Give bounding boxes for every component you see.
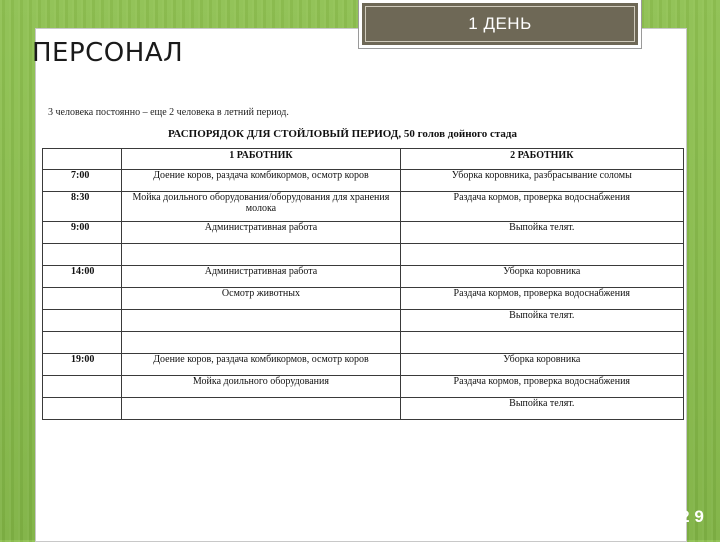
worker-1-task-cell: Доение коров, раздача комбикормов, осмотр коров — [122, 170, 400, 192]
worker-1-task-cell — [122, 310, 400, 332]
column-header-time — [43, 149, 122, 170]
time-cell: 9:00 — [43, 222, 122, 244]
table-row — [43, 222, 684, 244]
worker-2-task-cell: Выпойка телят. — [400, 222, 683, 244]
schedule-title: РАСПОРЯДОК ДЛЯ СТОЙЛОВЫЙ ПЕРИОД, 50 голов дойного стада — [168, 128, 517, 140]
schedule-table — [42, 148, 684, 420]
page-number: 2 9 — [680, 507, 704, 526]
worker-2-task-cell — [400, 244, 683, 266]
worker-1-task-cell: Осмотр животных — [122, 288, 400, 310]
table-row — [43, 332, 684, 354]
table-row — [43, 170, 684, 192]
time-cell: 7:00 — [43, 170, 122, 192]
column-header-worker-1: 1 РАБОТНИК — [122, 149, 400, 170]
worker-2-task-cell — [400, 332, 683, 354]
worker-1-task-cell: Мойка доильного оборудования — [122, 376, 400, 398]
table-header-row — [43, 149, 684, 170]
worker-1-task-cell — [122, 398, 400, 420]
day-label: 1 ДЕНЬ — [468, 14, 532, 33]
staff-note: 3 человека постоянно – еще 2 человека в летний период. — [48, 107, 289, 118]
time-cell: 19:00 — [43, 354, 122, 376]
worker-2-task-cell: Выпойка телят. — [400, 310, 683, 332]
worker-1-task-cell: Мойка доильного оборудования/оборудования для хранения молока — [122, 192, 400, 222]
table-row — [43, 354, 684, 376]
table-row — [43, 244, 684, 266]
time-cell — [43, 398, 122, 420]
time-cell — [43, 376, 122, 398]
time-cell: 8:30 — [43, 192, 122, 222]
table-row — [43, 192, 684, 222]
worker-2-task-cell: Раздача кормов, проверка водоснабжения — [400, 288, 683, 310]
page-title: ПЕРСОНАЛ — [32, 38, 184, 68]
time-cell — [43, 332, 122, 354]
time-cell: 14:00 — [43, 266, 122, 288]
column-header-worker-2: 2 РАБОТНИК — [400, 149, 683, 170]
time-cell — [43, 288, 122, 310]
worker-2-task-cell: Уборка коровника — [400, 266, 683, 288]
worker-2-task-cell: Раздача кормов, проверка водоснабжения — [400, 376, 683, 398]
worker-1-task-cell — [122, 332, 400, 354]
time-cell — [43, 310, 122, 332]
table-row — [43, 266, 684, 288]
worker-1-task-cell — [122, 244, 400, 266]
table-row — [43, 288, 684, 310]
schedule-body — [43, 170, 684, 420]
table-row — [43, 376, 684, 398]
worker-1-task-cell: Доение коров, раздача комбикормов, осмотр коров — [122, 354, 400, 376]
worker-2-task-cell: Уборка коровника, разбрасывание соломы — [400, 170, 683, 192]
day-tab — [359, 0, 641, 48]
worker-2-task-cell: Уборка коровника — [400, 354, 683, 376]
table-row — [43, 310, 684, 332]
worker-2-task-cell: Раздача кормов, проверка водоснабжения — [400, 192, 683, 222]
worker-1-task-cell: Административная работа — [122, 266, 400, 288]
time-cell — [43, 244, 122, 266]
worker-2-task-cell: Выпойка телят. — [400, 398, 683, 420]
worker-1-task-cell: Административная работа — [122, 222, 400, 244]
table-row — [43, 398, 684, 420]
